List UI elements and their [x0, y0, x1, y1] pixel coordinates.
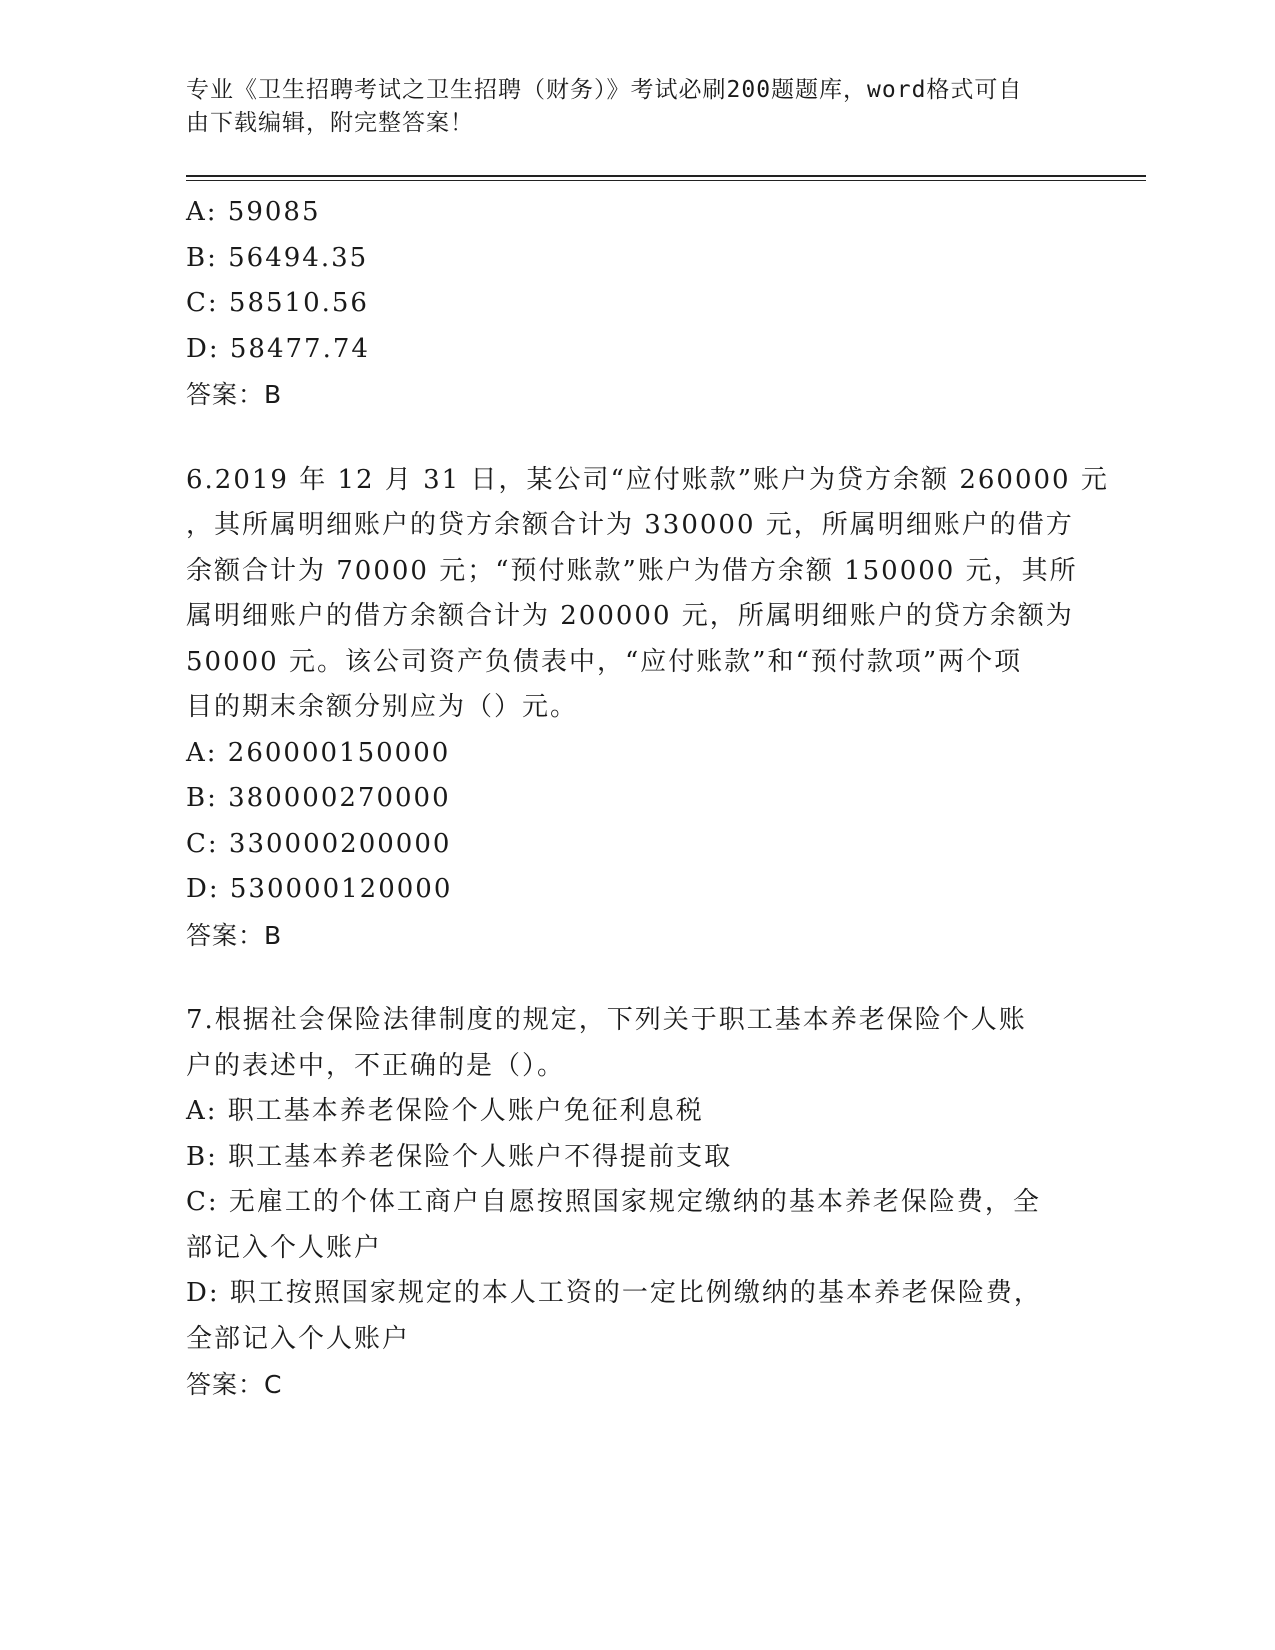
question-text-line: ，其所属明细账户的贷方余额合计为 330000 元，所属明细账户的借方: [186, 510, 1074, 540]
option-c-continued: 部记入个人账户: [186, 1232, 383, 1263]
question-text-line: 7.根据社会保险法律制度的规定，下列关于职工基本养老保险个人账: [186, 1005, 1027, 1035]
answer: 答案：C: [186, 1370, 283, 1399]
option-c: C: 330000200000: [186, 828, 452, 859]
question-text-line: 6.2019 年 12 月 31 日，某公司“应付账款”账户为贷方余额 260000 元: [186, 464, 1109, 495]
option-d-continued: 全部记入个人账户: [186, 1323, 411, 1354]
option-b: B: 380000270000: [186, 783, 451, 813]
option-a: A: 职工基本养老保险个人账户免征利息税: [186, 1096, 704, 1126]
question-text-line: 户的表述中，不正确的是（）。: [186, 1050, 566, 1081]
question-text-line: 目的期末余额分别应为（）元。: [186, 692, 579, 722]
header-divider-thin: [186, 180, 1146, 181]
document-body: [186, 190, 1109, 1408]
option-c: C: 无雇工的个体工商户自愿按照国家规定缴纳的基本养老保险费，全: [186, 1187, 1041, 1217]
question-7: [186, 998, 1086, 1408]
question-5: [186, 190, 1086, 418]
answer: 答案：B: [186, 380, 283, 409]
question-text-line: 50000 元。该公司资产负债表中，“应付账款”和“预付款项”两个项: [186, 646, 1023, 677]
option-a: A: 260000150000: [186, 737, 451, 768]
question-text-line: 余额合计为 70000 元；“预付账款”账户为借方余额 150000 元，其所: [186, 555, 1078, 586]
page-header: [186, 74, 1066, 140]
option-c: C: 58510.56: [186, 288, 369, 318]
question-text-line: 属明细账户的借方余额合计为 200000 元，所属明细账户的贷方余额为: [186, 601, 1074, 631]
option-d: D: 职工按照国家规定的本人工资的一定比例缴纳的基本养老保险费，: [186, 1278, 1042, 1308]
header-line-2: 由下载编辑，附完整答案！: [186, 110, 474, 136]
header-divider: [186, 175, 1146, 177]
answer: 答案：B: [186, 920, 283, 950]
option-d: D: 58477.74: [186, 333, 370, 364]
header-line-1: 专业《卫生招聘考试之卫生招聘（财务）》考试必刷200题题库，word格式可自: [186, 77, 1023, 103]
question-6: [186, 458, 1109, 959]
option-d: D: 530000120000: [186, 874, 453, 904]
option-b: B: 职工基本养老保险个人账户不得提前支取: [186, 1141, 733, 1172]
option-a: A: 59085: [186, 197, 321, 227]
option-b: B: 56494.35: [186, 242, 369, 273]
